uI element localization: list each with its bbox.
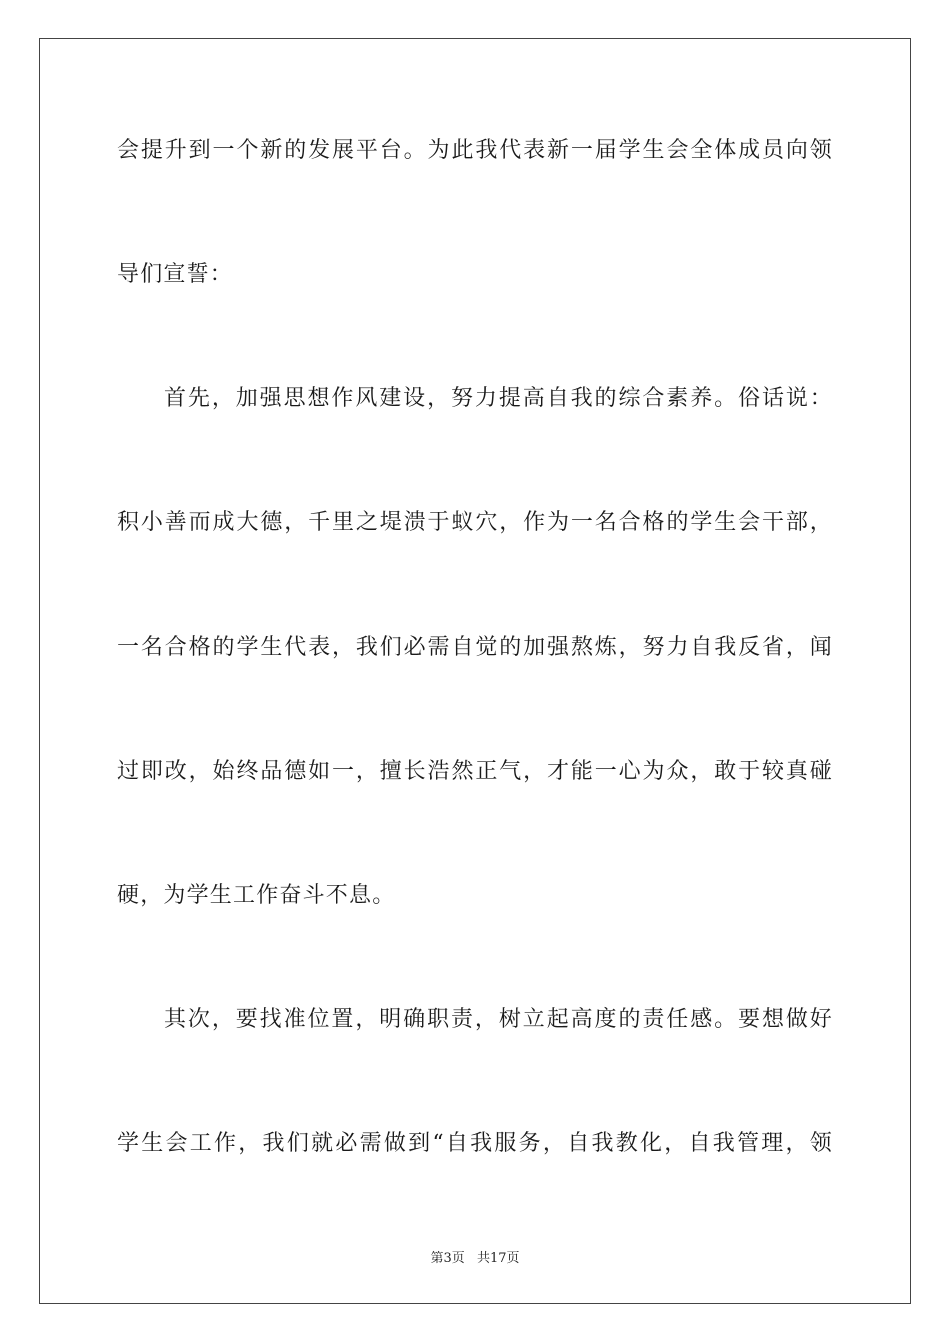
body-text-line-6: 过即改，始终品德如一，擅长浩然正气，才能一心为众，敢于较真碰 <box>117 759 833 784</box>
body-text-line-3: 首先，加强思想作风建设，努力提高自我的综合素养。俗话说： <box>164 386 833 411</box>
page-number: 第3页 <box>430 1251 465 1266</box>
total-pages: 共17页 <box>476 1251 520 1266</box>
page-footer <box>0 1247 950 1266</box>
page-frame <box>39 38 911 1304</box>
body-text-line-2: 导们宣誓： <box>117 262 234 287</box>
body-text-line-9: 学生会工作，我们就必需做到“自我服务，自我教化，自我管理，领 <box>117 1131 833 1156</box>
body-text-line-1: 会提升到一个新的发展平台。为此我代表新一届学生会全体成员向领 <box>117 138 833 163</box>
body-text-line-4: 积小善而成大德，千里之堤溃于蚁穴，作为一名合格的学生会干部， <box>117 510 833 535</box>
body-text-line-8: 其次，要找准位置，明确职责，树立起高度的责任感。要想做好 <box>164 1007 833 1032</box>
body-text-line-5: 一名合格的学生代表，我们必需自觉的加强熬炼，努力自我反省，闻 <box>117 635 833 660</box>
body-text-line-7: 硬，为学生工作奋斗不息。 <box>117 883 396 908</box>
